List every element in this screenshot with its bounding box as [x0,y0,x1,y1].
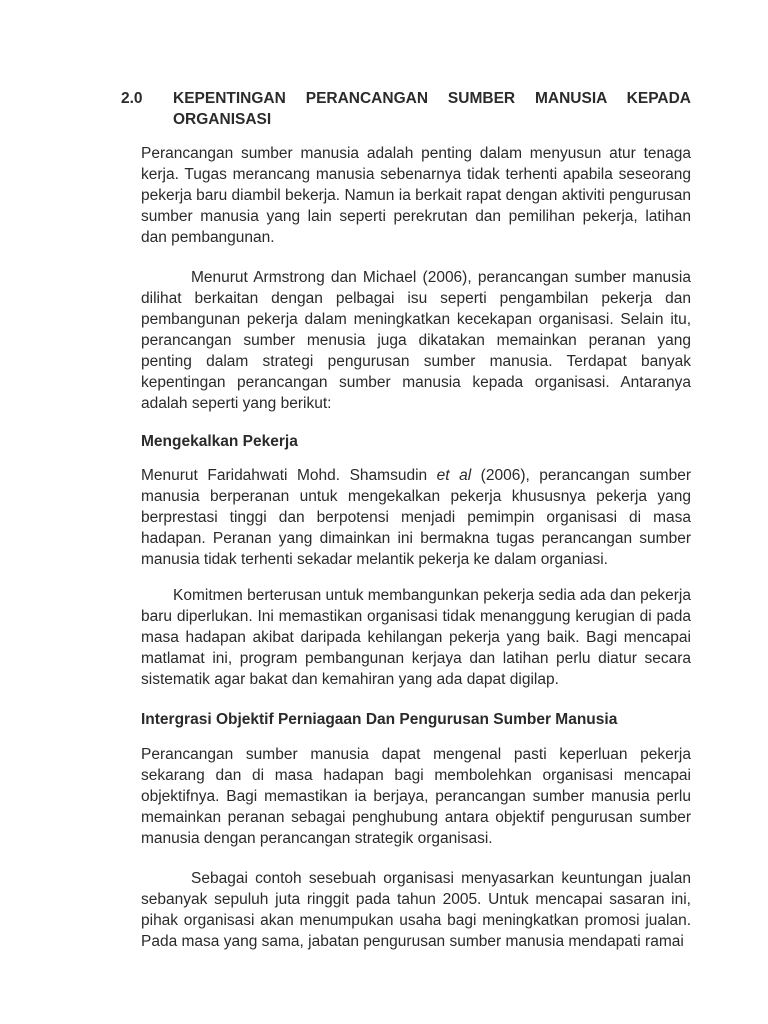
paragraph-armstrong: Menurut Armstrong dan Michael (2006), perancangan sumber manusia dilihat berkaitan dengan pelbagai isu seperti pengambilan pekerja dan pembangunan pekerja dalam meningkatkan kecekapan organisasi. Selain itu, perancangan sumber menusia juga dikatakan memainkan peranan yang penting dalam strategi pengurusan sumber manusia. Terdapat banyak kepentingan perancangan sumber manusia kepada organisasi. Antaranya adalah seperti yang berikut: [141,269,691,412]
paragraph-faridahwati-end: (2006), perancangan sumber manusia berperanan untuk mengekalkan pekerja khususnya pekerja yang berprestasi tinggi dan berpotensi menjadi pemimpin organisasi di masa hadapan. Peranan yang dimainkan ini bermakna tugas perancangan sumber manusia tidak terhenti sekadar melantik pekerja ke dalam organiasi. [141,467,691,568]
paragraph-faridahwati-italic: et al [436,467,472,484]
paragraph-komitmen: Komitmen berterusan untuk membangunkan pekerja sedia ada dan pekerja baru diperlukan. Ini memastikan organisasi tidak menanggung kerugian di pada masa hadapan akibat daripada kehilangan pekerja yang baik. Bagi mencapai matlamat ini, program pembangunan kerjaya dan latihan perlu diatur secara sistematik agar bakat dan kemahiran yang ada dapat digilap. [141,587,691,688]
section-number: 2.0 [121,90,143,107]
paragraph-intro: Perancangan sumber manusia adalah penting dalam menyusun atur tenaga kerja. Tugas merancang manusia sebenarnya tidak terhenti apabila seseorang pekerja baru diambil bekerja. Namun ia berkait rapat dengan aktiviti pengurusan sumber manusia yang lain seperti perekrutan dan pemilihan pekerja, latihan dan pembangunan. [141,145,691,246]
subheading-mengekalkan-pekerja: Mengekalkan Pekerja [141,433,298,450]
section-title: KEPENTINGAN PERANCANGAN SUMBER MANUSIA KEPADA ORGANISASI [173,90,691,128]
paragraph-faridahwati-start: Menurut Faridahwati Mohd. Shamsudin [141,467,437,484]
paragraph-contoh-organisasi: Sebagai contoh sesebuah organisasi menyasarkan keuntungan jualan sebanyak sepuluh juta ringgit pada tahun 2005. Untuk mencapai sasaran ini, pihak organisasi akan menumpukan usaha bagi meningkatkan promosi jualan. Pada masa yang sama, jabatan pengurusan sumber manusia mendapati ramai [141,870,691,950]
paragraph-perancangan-keperluan: Perancangan sumber manusia dapat mengenal pasti keperluan pekerja sekarang dan di masa hadapan bagi membolehkan organisasi mencapai objektifnya. Bagi memastikan ia berjaya, perancangan sumber manusia perlu memainkan peranan sebagai penghubung antara objektif pengurusan sumber manusia dengan perancangan strategik organisasi. [141,746,691,847]
paragraph-faridahwati [141,465,691,570]
subheading-intergrasi-objektif: Intergrasi Objektif Perniagaan Dan Pengurusan Sumber Manusia [141,711,618,728]
